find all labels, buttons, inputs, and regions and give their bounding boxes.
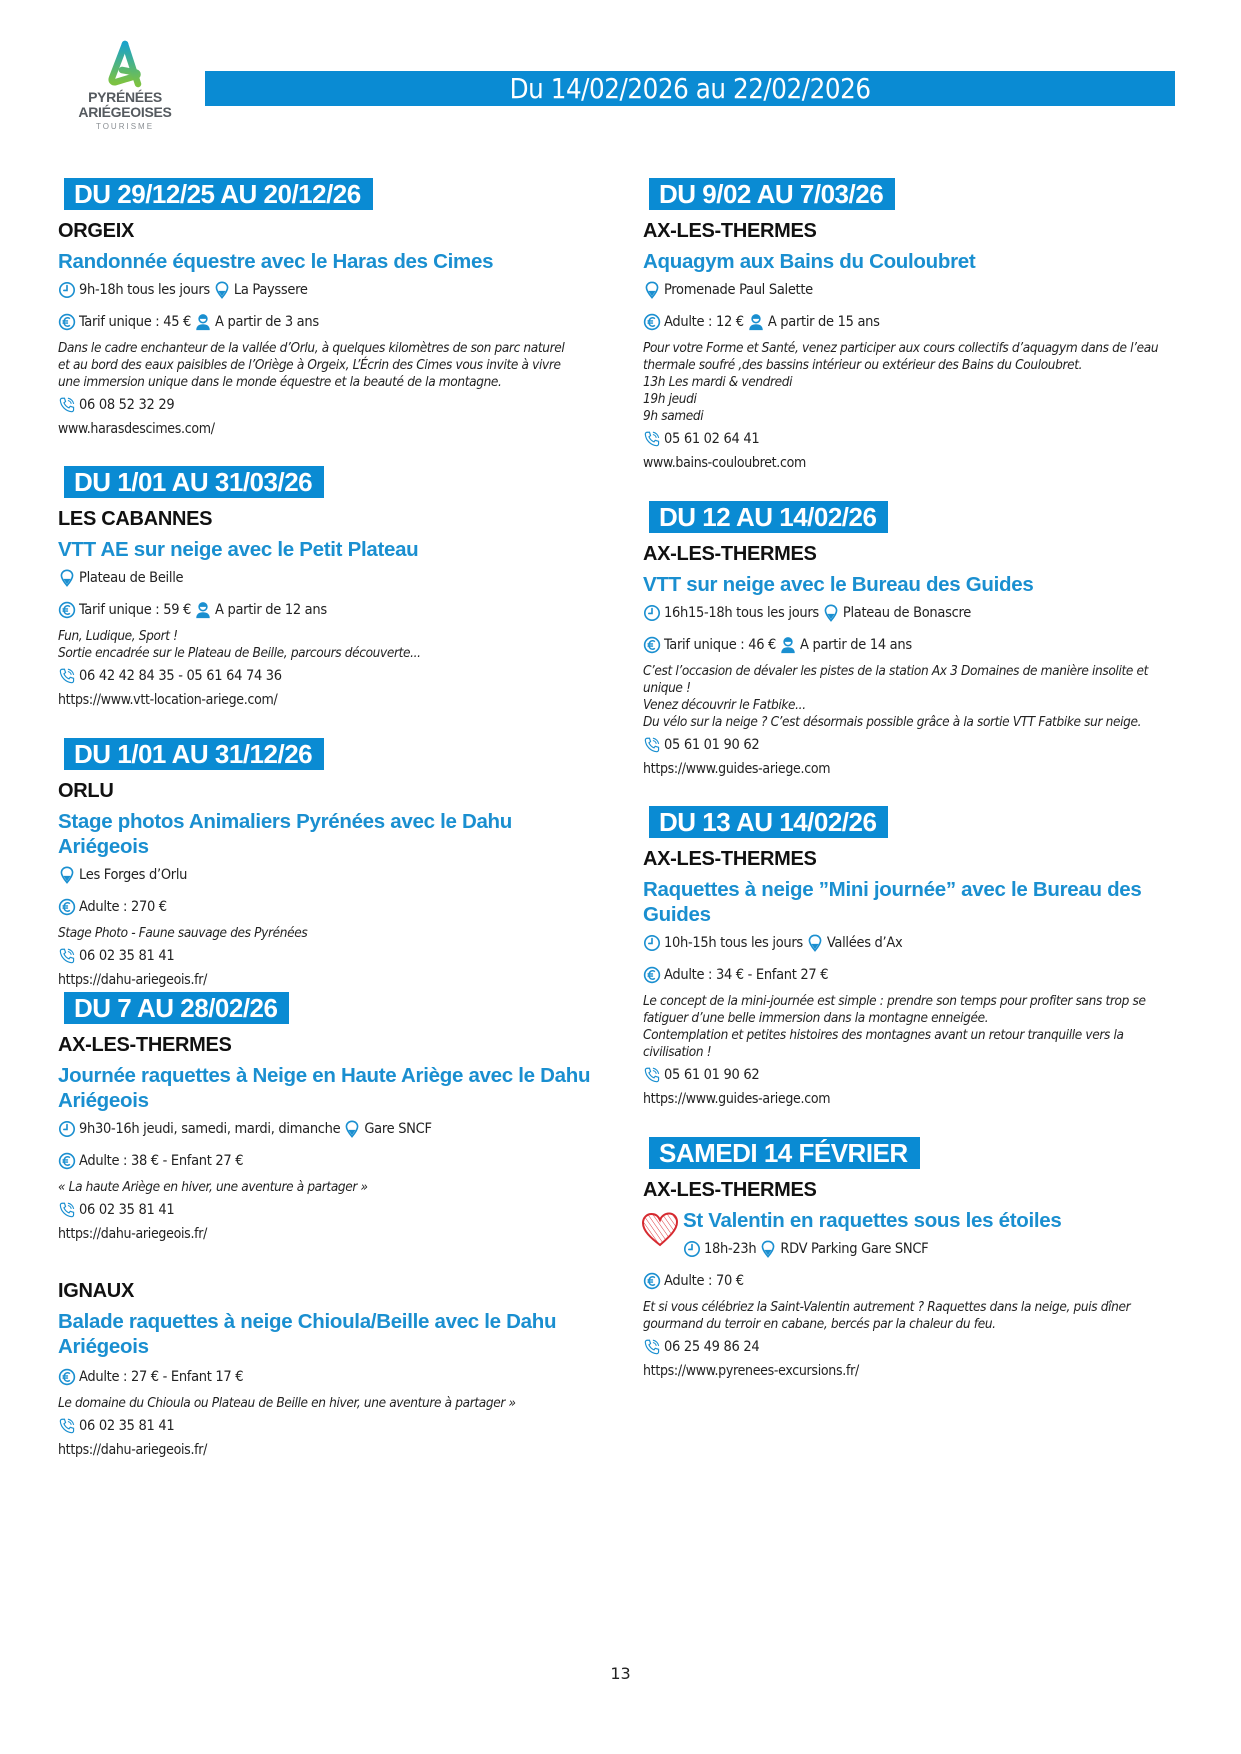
phone-icon	[643, 1338, 661, 1356]
description	[643, 1299, 1183, 1333]
website-link[interactable]: https://dahu-ariegeois.fr/	[58, 1442, 208, 1458]
logo-mark-icon	[102, 40, 148, 90]
price-row	[58, 897, 598, 917]
event-card	[58, 738, 598, 990]
event-title[interactable]: VTT sur neige avec le Bureau des Guides	[643, 573, 1034, 596]
desc-line: Le domaine du Chioula ou Plateau de Beille en hiver, une aventure à partager »	[58, 1395, 516, 1411]
website-link[interactable]: https://dahu-ariegeois.fr/	[58, 972, 208, 988]
price-text: Adulte : 38 € - Enfant 27 €	[79, 1153, 244, 1169]
clock-icon	[643, 604, 661, 622]
price-text: Adulte : 27 € - Enfant 17 €	[79, 1369, 244, 1385]
date-badge: SAMEDI 14 FÉVRIER	[649, 1137, 920, 1169]
date-badge: DU 9/02 AU 7/03/26	[649, 178, 895, 210]
desc-line: civilisation !	[643, 1044, 712, 1060]
description	[58, 1395, 598, 1412]
schedule-row	[643, 280, 1183, 300]
date-badge: DU 13 AU 14/02/26	[649, 806, 888, 838]
time-text: 16h15-18h tous les jours	[664, 605, 819, 621]
schedule-row	[58, 865, 598, 885]
time-text: 9h-18h tous les jours	[79, 282, 210, 298]
city-name: ORLU	[58, 780, 114, 802]
phone-row	[643, 1337, 1183, 1357]
desc-line: Stage Photo - Faune sauvage des Pyrénées	[58, 925, 308, 941]
euro-icon	[58, 1368, 76, 1386]
event-title[interactable]	[58, 1063, 598, 1113]
description	[643, 993, 1183, 1061]
place-text: Promenade Paul Salette	[664, 282, 813, 298]
desc-line: Venez découvrir le Fatbike...	[643, 697, 806, 713]
logo-line-2: ARIÉGEOISES	[78, 104, 172, 120]
price-text: Adulte : 34 € - Enfant 27 €	[664, 967, 829, 983]
schedule-row	[683, 1239, 1183, 1259]
event-card	[643, 501, 1183, 779]
phone-icon	[58, 667, 76, 685]
desc-line: 19h jeudi	[643, 391, 697, 407]
price-row	[58, 1367, 598, 1387]
event-title[interactable]: Stage photos Animaliers Pyrénées avec le Dahu Ariégeois	[58, 810, 513, 858]
event-title[interactable]: St Valentin en raquettes sous les étoiles	[683, 1209, 1062, 1232]
location-pin-icon	[58, 569, 76, 587]
event-card	[58, 178, 598, 439]
phone-row	[58, 666, 598, 686]
phone-icon	[643, 1066, 661, 1084]
city-name: AX-LES-THERMES	[643, 220, 817, 242]
period-banner	[205, 71, 1175, 106]
person-icon	[194, 601, 212, 619]
date-badge: DU 7 AU 28/02/26	[64, 992, 289, 1024]
website-link[interactable]: https://www.vtt-location-ariege.com/	[58, 692, 278, 708]
website-link[interactable]: https://www.guides-ariege.com	[643, 1091, 831, 1107]
desc-line: Du vélo sur la neige ? C’est désormais possible grâce à la sortie VTT Fatbike sur neige.	[643, 714, 1142, 730]
event-card	[643, 178, 1183, 473]
page-number: 13	[610, 1664, 631, 1683]
desc-line: « La haute Ariège en hiver, une aventure à partager »	[58, 1179, 368, 1195]
age-text: A partir de 12 ans	[215, 602, 327, 618]
event-title[interactable]: Randonnée équestre avec le Haras des Cimes	[58, 250, 494, 273]
place-text: RDV Parking Gare SNCF	[780, 1241, 929, 1257]
price-text: Adulte : 70 €	[664, 1273, 744, 1289]
euro-icon	[58, 601, 76, 619]
location-pin-icon	[58, 866, 76, 884]
city-name: AX-LES-THERMES	[58, 1034, 232, 1056]
brand-logo	[70, 40, 180, 131]
event-card	[58, 1270, 598, 1460]
location-pin-icon	[643, 281, 661, 299]
price-text: Adulte : 12 €	[664, 314, 744, 330]
title-line: Guides	[643, 903, 711, 926]
logo-line-3: TOURISME	[95, 122, 155, 131]
title-line: Balade raquettes à neige Chioula/Beille avec le Dahu	[58, 1310, 557, 1333]
description	[58, 925, 598, 942]
schedule-row	[58, 280, 598, 300]
phone-row	[58, 1416, 598, 1436]
desc-line: et au bord des eaux paisibles de l’Oriège à Orgeix, L’Écrin des Cimes vous invite à vivre	[58, 357, 561, 373]
desc-line: 13h Les mardi & vendredi	[643, 374, 793, 390]
phone-number[interactable]: 06 42 42 84 35 - 05 61 64 74 36	[79, 668, 282, 684]
phone-number[interactable]: 05 61 02 64 41	[664, 431, 760, 447]
event-title[interactable]: Aquagym aux Bains du Couloubret	[643, 250, 976, 273]
person-icon	[779, 636, 797, 654]
price-row	[58, 312, 598, 332]
desc-line: C’est l’occasion de dévaler les pistes de la station Ax 3 Domaines de manière insolite et	[643, 663, 1149, 679]
euro-icon	[643, 966, 661, 984]
phone-icon	[643, 430, 661, 448]
date-badge: DU 29/12/25 AU 20/12/26	[64, 178, 373, 210]
schedule-row	[643, 933, 1183, 953]
event-card	[643, 806, 1183, 1109]
title-line: Ariégeois	[58, 1089, 149, 1112]
place-text: Les Forges d’Orlu	[79, 867, 188, 883]
title-line: Raquettes à neige ”Mini journée” avec le Bureau des	[643, 878, 1142, 901]
website-link[interactable]: www.bains-couloubret.com	[643, 455, 806, 471]
date-badge: DU 1/01 AU 31/03/26	[64, 466, 324, 498]
place-text: La Payssere	[233, 282, 308, 298]
phone-number[interactable]: 05 61 01 90 62	[664, 737, 760, 753]
desc-line: Le concept de la mini-journée est simple : prendre son temps pour profiter sans trop se	[643, 993, 1146, 1009]
euro-icon	[643, 1272, 661, 1290]
website-link[interactable]: https://www.pyrenees-excursions.fr/	[643, 1363, 859, 1379]
phone-icon	[58, 947, 76, 965]
city-name: LES CABANNES	[58, 508, 213, 530]
phone-row	[58, 395, 598, 415]
place-text: Plateau de Bonascre	[842, 605, 971, 621]
time-text: 10h-15h tous les jours	[664, 935, 803, 951]
place-text: Vallées d’Ax	[826, 935, 903, 951]
desc-line: gourmand du terroir en cabane, bercés par la chaleur du feu.	[643, 1316, 996, 1332]
phone-row	[643, 735, 1183, 755]
desc-line: une immersion unique dans le monde équestre et la beauté de la montagne.	[58, 374, 502, 390]
heart-icon	[641, 1212, 679, 1248]
event-title[interactable]	[58, 1309, 598, 1359]
phone-row	[643, 429, 1183, 449]
event-title[interactable]: VTT AE sur neige avec le Petit Plateau	[58, 538, 419, 561]
price-text: Tarif unique : 59 €	[79, 602, 192, 618]
price-text: Tarif unique : 45 €	[79, 314, 192, 330]
phone-row	[58, 1200, 598, 1220]
clock-icon	[683, 1240, 701, 1258]
city-name: AX-LES-THERMES	[643, 848, 817, 870]
desc-line: Sortie encadrée sur le Plateau de Beille, parcours découverte...	[58, 645, 421, 661]
desc-line: Contemplation et petites histoires des montagnes avant un retour tranquille vers la	[643, 1027, 1124, 1043]
date-badge: DU 12 AU 14/02/26	[649, 501, 888, 533]
location-pin-icon	[343, 1120, 361, 1138]
event-card	[643, 1137, 1183, 1381]
event-card	[58, 992, 598, 1244]
euro-icon	[58, 313, 76, 331]
age-text: A partir de 14 ans	[800, 637, 912, 653]
location-pin-icon	[759, 1240, 777, 1258]
age-text: A partir de 3 ans	[215, 314, 319, 330]
phone-number[interactable]: 06 08 52 32 29	[79, 397, 175, 413]
website-link[interactable]: www.harasdescimes.com/	[58, 421, 215, 437]
desc-line: Pour votre Forme et Santé, venez participer aux cours collectifs d’aquagym dans de l’eau	[643, 340, 1159, 356]
euro-icon	[643, 313, 661, 331]
phone-row	[643, 1065, 1183, 1085]
time-text: 18h-23h	[704, 1241, 757, 1257]
website-link[interactable]: https://dahu-ariegeois.fr/	[58, 1226, 208, 1242]
phone-number[interactable]: 06 02 35 81 41	[79, 948, 175, 964]
person-icon	[194, 313, 212, 331]
phone-row	[58, 946, 598, 966]
schedule-row	[643, 603, 1183, 623]
price-row	[643, 635, 1183, 655]
price-row	[643, 1271, 1183, 1291]
location-pin-icon	[213, 281, 231, 299]
title-line: Journée raquettes à Neige en Haute Ariège avec le Dahu	[58, 1064, 591, 1087]
description	[58, 1179, 598, 1196]
time-text: 9h30-16h jeudi, samedi, mardi, dimanche	[79, 1121, 341, 1137]
phone-icon	[58, 1201, 76, 1219]
age-text: A partir de 15 ans	[767, 314, 880, 330]
valentine-block	[643, 1208, 1183, 1259]
phone-icon	[58, 1417, 76, 1435]
date-badge: DU 1/01 AU 31/12/26	[64, 738, 324, 770]
price-text: Adulte : 270 €	[79, 899, 167, 915]
euro-icon	[58, 898, 76, 916]
desc-line: thermale soufré ,des bassins intérieur ou extérieur des Bains du Couloubret.	[643, 357, 1083, 373]
phone-icon	[643, 736, 661, 754]
schedule-row	[58, 568, 598, 588]
schedule-row	[58, 1119, 598, 1139]
city-name: AX-LES-THERMES	[643, 543, 817, 565]
location-pin-icon	[822, 604, 840, 622]
city-name: IGNAUX	[58, 1280, 134, 1302]
price-text: Tarif unique : 46 €	[664, 637, 777, 653]
place-text: Gare SNCF	[364, 1121, 432, 1137]
desc-line: Dans le cadre enchanteur de la vallée d’Orlu, à quelques kilomètres de son parc naturel	[58, 340, 565, 356]
price-row	[58, 1151, 598, 1171]
city-name: AX-LES-THERMES	[643, 1179, 817, 1201]
price-row	[643, 312, 1183, 332]
description	[643, 663, 1183, 731]
description	[58, 340, 598, 391]
website-link[interactable]: https://www.guides-ariege.com	[643, 761, 831, 777]
phone-number[interactable]: 06 02 35 81 41	[79, 1418, 175, 1434]
location-pin-icon	[806, 934, 824, 952]
price-row	[58, 600, 598, 620]
phone-number[interactable]: 05 61 01 90 62	[664, 1067, 760, 1083]
desc-line: Fun, Ludique, Sport !	[58, 628, 178, 644]
euro-icon	[58, 1152, 76, 1170]
description	[58, 628, 598, 662]
desc-line: unique !	[643, 680, 691, 696]
desc-line: Et si vous célébriez la Saint-Valentin autrement ? Raquettes dans la neige, puis dîner	[643, 1299, 1131, 1315]
euro-icon	[643, 636, 661, 654]
clock-icon	[643, 934, 661, 952]
clock-icon	[58, 1120, 76, 1138]
title-line: Ariégeois	[58, 1335, 149, 1358]
phone-number[interactable]: 06 02 35 81 41	[79, 1202, 175, 1218]
phone-icon	[58, 396, 76, 414]
event-title[interactable]	[643, 877, 1183, 927]
price-row	[643, 965, 1183, 985]
phone-number[interactable]: 06 25 49 86 24	[664, 1339, 760, 1355]
person-icon	[747, 313, 765, 331]
period-text: Du 14/02/2026 au 22/02/2026	[509, 72, 871, 105]
desc-line: 9h samedi	[643, 408, 704, 424]
event-card	[58, 466, 598, 710]
logo-line-1: PYRÉNÉES	[88, 89, 162, 105]
description	[643, 340, 1183, 425]
city-name: ORGEIX	[58, 220, 134, 242]
desc-line: fatiguer d’une belle immersion dans la montagne enneigée.	[643, 1010, 989, 1026]
place-text: Plateau de Beille	[79, 570, 184, 586]
clock-icon	[58, 281, 76, 299]
